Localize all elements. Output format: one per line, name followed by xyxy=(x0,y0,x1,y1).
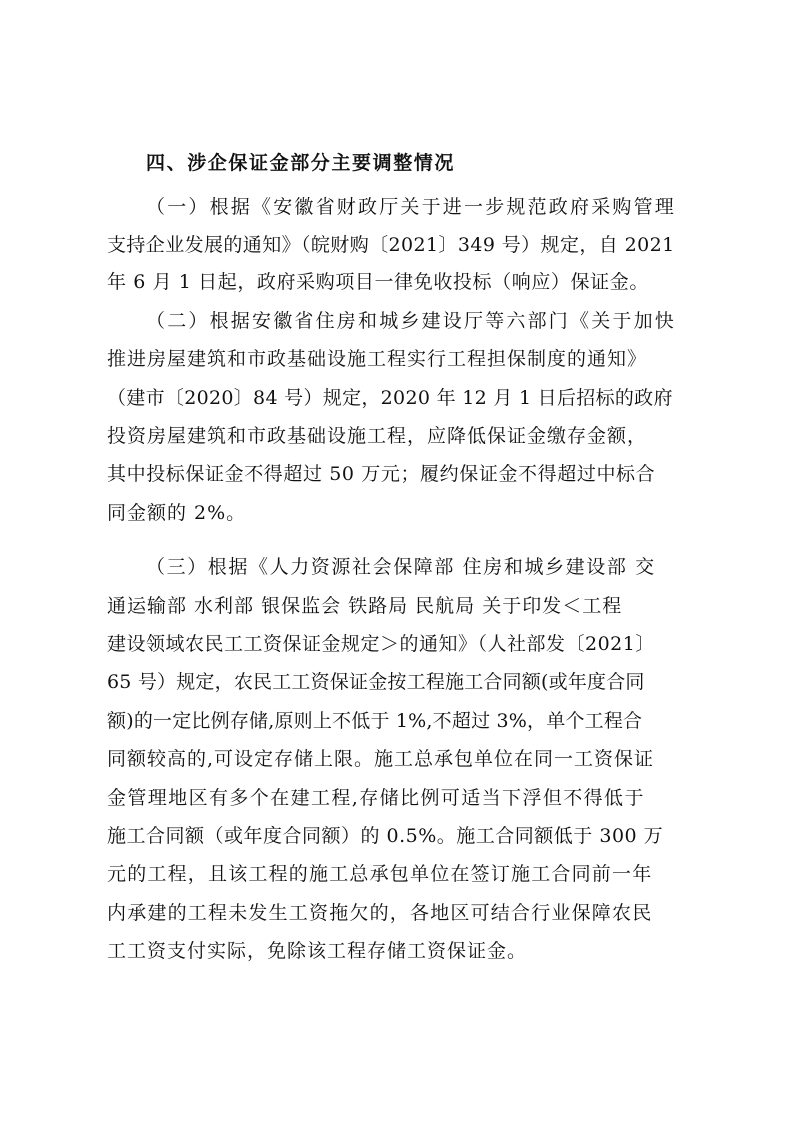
paragraph-3-line-11: 工工资支付实际，免除该工程存储工资保证金。 xyxy=(107,940,528,962)
paragraph-3-line-6: 同额较高的,可设定存储上限。施工总承包单位在同一工资保证 xyxy=(107,748,655,770)
paragraph-3-line-2: 通运输部 水利部 银保监会 铁路局 民航局 关于印发＜工程 xyxy=(107,595,623,617)
paragraph-3-line-5: 额)的一定比例存储,原则上不低于 1%,不超过 3%，单个工程合 xyxy=(107,710,643,732)
paragraph-2-line-4: 投资房屋建筑和市政基础设施工程，应降低保证金缴存金额， xyxy=(107,425,648,447)
paragraph-2-line-5: 其中投标保证金不得超过 50 万元；履约保证金不得超过中标合 xyxy=(107,463,656,485)
paragraph-3-line-9: 元的工程，且该工程的施工总承包单位在签订施工合同前一年 xyxy=(107,863,653,885)
paragraph-3-line-3: 建设领域农民工工资保证金规定＞的通知》（人社部发〔2021〕 xyxy=(107,633,655,655)
paragraph-3-line-1: （三）根据《人力资源社会保障部 住房和城乡建设部 交 xyxy=(146,556,656,578)
paragraph-1-line-2: 支持企业发展的通知》（皖财购〔2021〕349 号）规定，自 2021 xyxy=(107,234,675,256)
paragraph-3-line-7: 金管理地区有多个在建工程,存储比例可适当下浮但不得低于 xyxy=(107,787,645,809)
paragraph-1-line-3: 年 6 月 1 日起，政府采购项目一律免收投标（响应）保证金。 xyxy=(107,271,649,293)
paragraph-2-line-1: （二）根据安徽省住房和城乡建设厅等六部门《关于加快 xyxy=(146,310,677,332)
paragraph-3-line-10: 内承建的工程未发生工资拖欠的，各地区可结合行业保障农民 xyxy=(107,902,653,924)
paragraph-3-line-8: 施工合同额（或年度合同额）的 0.5%。施工合同额低于 300 万 xyxy=(107,825,664,847)
paragraph-2-line-2: 推进房屋建筑和市政基础设施工程实行工程担保制度的通知》 xyxy=(107,348,648,370)
paragraph-1-line-1: （一）根据《安徽省财政厅关于进一步规范政府采购管理 xyxy=(146,196,677,218)
paragraph-2-line-6: 同金额的 2%。 xyxy=(107,502,247,524)
paragraph-3-line-4: 65 号）规定，农民工工资保证金按工程施工合同额(或年度合同 xyxy=(107,671,645,693)
section-heading: 四、涉企保证金部分主要调整情况 xyxy=(146,152,456,174)
paragraph-2-line-3: （建市〔2020〕84 号）规定，2020 年 12 月 1 日后招标的政府 xyxy=(107,387,673,409)
